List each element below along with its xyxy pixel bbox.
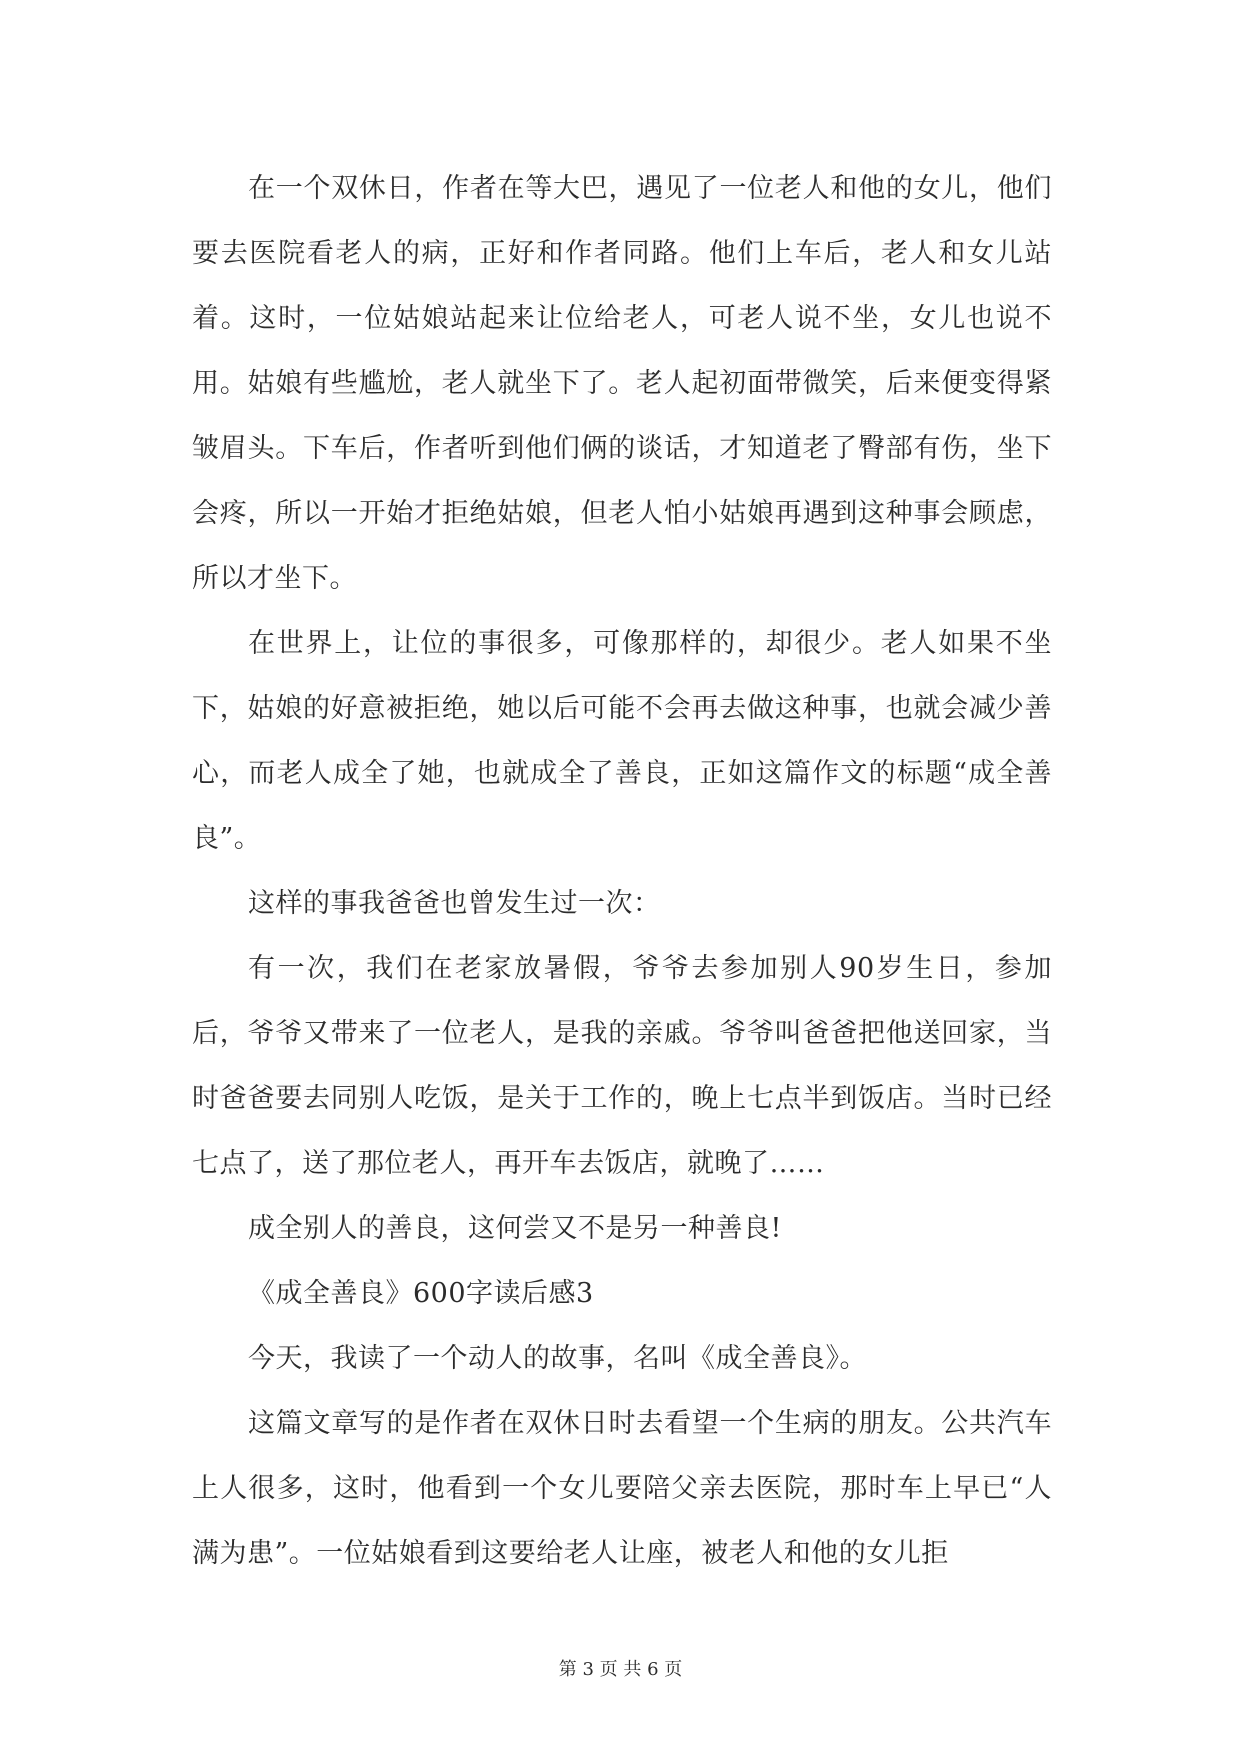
paragraph-8: 这篇文章写的是作者在双休日时去看望一个生病的朋友。公共汽车上人很多，这时，他看到一个女儿要陪父亲去医院，那时车上早已“人满为患”。一位姑娘看到这要给老人让座，被老人和他的女儿拒 xyxy=(192,1408,1052,1569)
paragraph-3: 这样的事我爸爸也曾发生过一次： xyxy=(248,888,661,919)
document-body xyxy=(192,156,1052,1586)
paragraph-2: 在世界上，让位的事很多，可像那样的，却很少。老人如果不坐下，姑娘的好意被拒绝，她以后可能不会再去做这种事，也就会减少善心，而老人成全了她，也就成全了善良，正如这篇作文的标题“成全善良”。 xyxy=(192,628,1052,854)
section-heading: 《成全善良》600字读后感3 xyxy=(248,1278,594,1309)
page-footer xyxy=(0,1655,1241,1681)
page-number: 第 3 页 共 6 页 xyxy=(558,1659,683,1680)
paragraph-1: 在一个双休日，作者在等大巴，遇见了一位老人和他的女儿，他们要去医院看老人的病，正好和作者同路。他们上车后，老人和女儿站着。这时，一位姑娘站起来让位给老人，可老人说不坐，女儿也说不用。姑娘有些尴尬，老人就坐下了。老人起初面带微笑，后来便变得紧皱眉头。下车后，作者听到他们俩的谈话，才知道老了臀部有伤，坐下会疼，所以一开始才拒绝姑娘，但老人怕小姑娘再遇到这种事会顾虑，所以才坐下。 xyxy=(192,173,1052,594)
paragraph-7: 今天，我读了一个动人的故事，名叫《成全善良》。 xyxy=(248,1343,867,1374)
paragraph-4: 有一次，我们在老家放暑假，爷爷去参加别人90岁生日，参加后，爷爷又带来了一位老人，是我的亲戚。爷爷叫爸爸把他送回家，当时爸爸要去同别人吃饭，是关于工作的，晚上七点半到饭店。当时已经七点了，送了那位老人，再开车去饭店，就晚了…… xyxy=(192,953,1052,1179)
paragraph-5: 成全别人的善良，这何尝又不是另一种善良! xyxy=(248,1213,782,1244)
